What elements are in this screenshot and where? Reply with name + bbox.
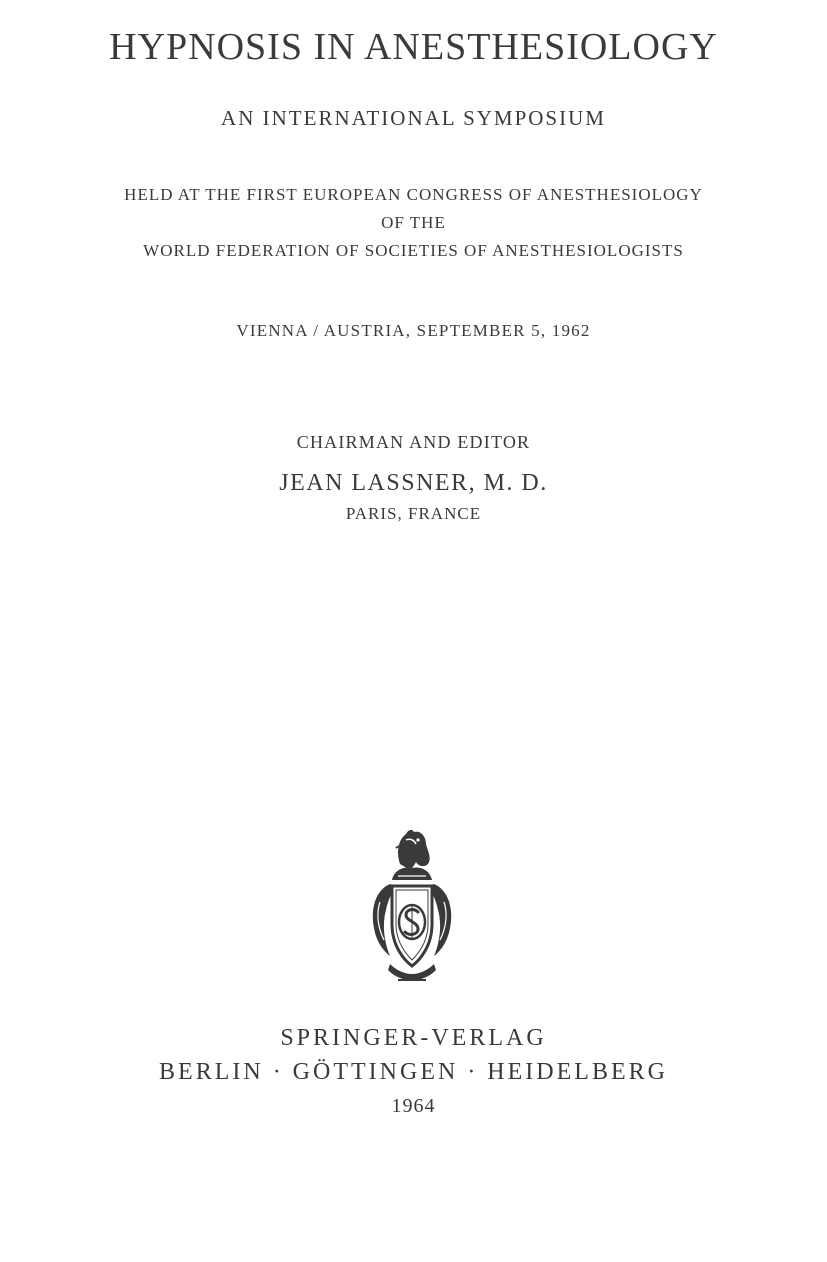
springer-knight-logo-icon bbox=[362, 824, 462, 984]
occasion-line-1: HELD AT THE FIRST EUROPEAN CONGRESS OF ANESTHESIOLOGY bbox=[124, 185, 703, 204]
editor-name: JEAN LASSNER, M. D. bbox=[279, 470, 548, 496]
editor-location: PARIS, FRANCE bbox=[345, 504, 482, 523]
publisher-cities: BERLIN · GÖTTINGEN · HEIDELBERG bbox=[159, 1059, 668, 1085]
book-title: HYPNOSIS IN ANESTHESIOLOGY bbox=[109, 26, 718, 68]
occasion-line-3: WORLD FEDERATION OF SOCIETIES OF ANESTHESIOLOGISTS bbox=[143, 241, 684, 260]
publication-year: 1964 bbox=[391, 1095, 436, 1117]
publisher-name: SPRINGER-VERLAG bbox=[280, 1025, 547, 1051]
book-subtitle: AN INTERNATIONAL SYMPOSIUM bbox=[221, 106, 606, 130]
venue-date: VIENNA / AUSTRIA, SEPTEMBER 5, 1962 bbox=[236, 321, 591, 340]
editor-role: CHAIRMAN AND EDITOR bbox=[296, 432, 531, 452]
occasion-line-2: OF THE bbox=[381, 213, 446, 232]
